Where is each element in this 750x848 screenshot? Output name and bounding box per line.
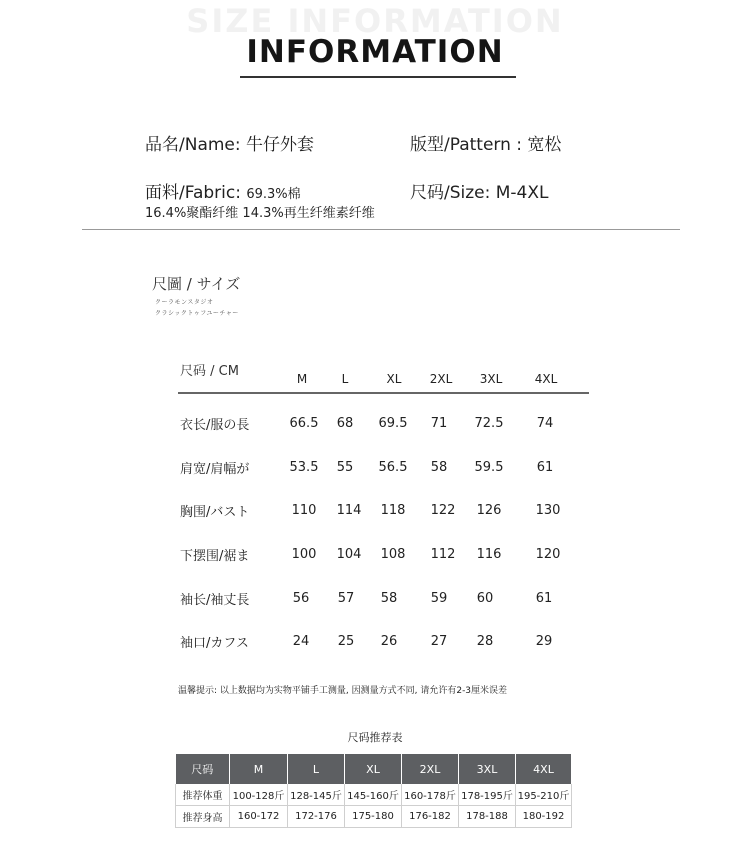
table-cell: 58	[380, 591, 398, 606]
title-underline	[240, 76, 516, 78]
table-cell: 116	[476, 547, 502, 562]
table-cell: 122	[430, 503, 456, 518]
column-header: 2XL	[429, 372, 453, 386]
ghost-background-title: SIZE INFORMATION	[186, 2, 564, 40]
recommend-header-cell: 尺码	[176, 754, 230, 784]
table-cell: 104	[336, 547, 362, 562]
table-cell: 126	[476, 503, 502, 518]
table-cell: 58	[430, 460, 448, 475]
column-header: XL	[386, 372, 402, 386]
table-row	[176, 806, 572, 828]
fabric-composition: 16.4%聚酯纤维 14.3%再生纤维素纤维	[145, 206, 375, 221]
table-cell: 24	[292, 634, 310, 649]
table-cell: 56.5	[378, 460, 408, 475]
table-cell: 160-178斤	[402, 784, 459, 806]
table-cell: 130	[535, 503, 561, 518]
table-cell: 61	[536, 460, 554, 475]
size-section-subtitle-1: クーラモンスタジオ	[155, 299, 214, 306]
recommend-row-label: 推荐身高	[176, 806, 230, 828]
table-cell: 25	[337, 634, 355, 649]
table-cell: 60	[476, 591, 494, 606]
table-cell: 114	[336, 503, 362, 518]
recommend-header-cell: XL	[345, 754, 402, 784]
fabric-main: 69.3%棉	[246, 187, 301, 202]
table-cell: 100-128斤	[230, 784, 288, 806]
size-section-subtitle-2: クラシックトゥフユーチャー	[155, 310, 239, 317]
row-label-length: 衣长/服の長	[180, 418, 250, 433]
size-section-heading: 尺圖 / サイズ	[152, 275, 241, 293]
table-cell: 72.5	[474, 416, 504, 431]
table-cell: 195-210斤	[516, 784, 572, 806]
size-table-header-line	[178, 392, 589, 394]
column-header: 3XL	[479, 372, 503, 386]
table-cell: 28	[476, 634, 494, 649]
table-row	[176, 784, 572, 806]
table-cell: 55	[336, 460, 354, 475]
table-cell: 175-180	[345, 806, 402, 828]
table-cell: 59.5	[474, 460, 504, 475]
product-fabric	[145, 178, 301, 203]
recommend-row-label: 推荐体重	[176, 784, 230, 806]
table-cell: 128-145斤	[288, 784, 345, 806]
table-cell: 100	[291, 547, 317, 562]
page-title: INFORMATION	[246, 34, 504, 70]
recommend-table	[175, 754, 572, 828]
row-label-cuff: 袖口/カフス	[180, 636, 249, 651]
column-header: M	[296, 372, 308, 386]
table-cell: 68	[336, 416, 354, 431]
table-cell: 176-182	[402, 806, 459, 828]
table-cell: 112	[430, 547, 456, 562]
row-label-hem: 下摆围/裾ま	[180, 549, 250, 564]
recommend-header-cell: 3XL	[459, 754, 516, 784]
recommend-header-cell: L	[288, 754, 345, 784]
table-cell: 27	[430, 634, 448, 649]
table-cell: 178-188	[459, 806, 516, 828]
table-cell: 178-195斤	[459, 784, 516, 806]
measurement-note: 温馨提示: 以上数据均为实物平铺手工测量, 因测量方式不同, 请允许有2-3厘米误差	[178, 686, 508, 696]
table-cell: 172-176	[288, 806, 345, 828]
table-cell: 53.5	[289, 460, 319, 475]
product-size-range: 尺码/Size: M-4XL	[410, 183, 549, 203]
table-cell: 160-172	[230, 806, 288, 828]
column-header: 4XL	[534, 372, 558, 386]
table-cell: 26	[380, 634, 398, 649]
section-divider	[82, 229, 680, 230]
table-cell: 61	[535, 591, 553, 606]
row-label-sleeve: 袖长/袖丈長	[180, 593, 250, 608]
table-cell: 59	[430, 591, 448, 606]
table-cell: 108	[380, 547, 406, 562]
row-label-chest: 胸围/バスト	[180, 505, 250, 520]
table-cell: 56	[292, 591, 310, 606]
table-cell: 66.5	[289, 416, 319, 431]
table-cell: 74	[536, 416, 554, 431]
recommend-header-cell: 4XL	[516, 754, 572, 784]
recommend-header-cell: M	[230, 754, 288, 784]
fabric-label: 面料/Fabric:	[145, 183, 247, 203]
product-pattern: 版型/Pattern : 宽松	[410, 135, 562, 155]
table-cell: 145-160斤	[345, 784, 402, 806]
product-name: 品名/Name: 牛仔外套	[145, 135, 315, 155]
table-cell: 110	[291, 503, 317, 518]
table-cell: 29	[535, 634, 553, 649]
size-table-header-label: 尺码 / CM	[180, 364, 239, 379]
recommend-header-row	[176, 754, 572, 784]
table-cell: 69.5	[378, 416, 408, 431]
table-cell: 118	[380, 503, 406, 518]
table-cell: 71	[430, 416, 448, 431]
table-cell: 120	[535, 547, 561, 562]
recommend-table-title: 尺码推荐表	[347, 731, 403, 744]
table-cell: 57	[337, 591, 355, 606]
row-label-shoulder: 肩宽/肩幅が	[180, 462, 250, 477]
column-header: L	[341, 372, 349, 386]
table-cell: 180-192	[516, 806, 572, 828]
recommend-header-cell: 2XL	[402, 754, 459, 784]
